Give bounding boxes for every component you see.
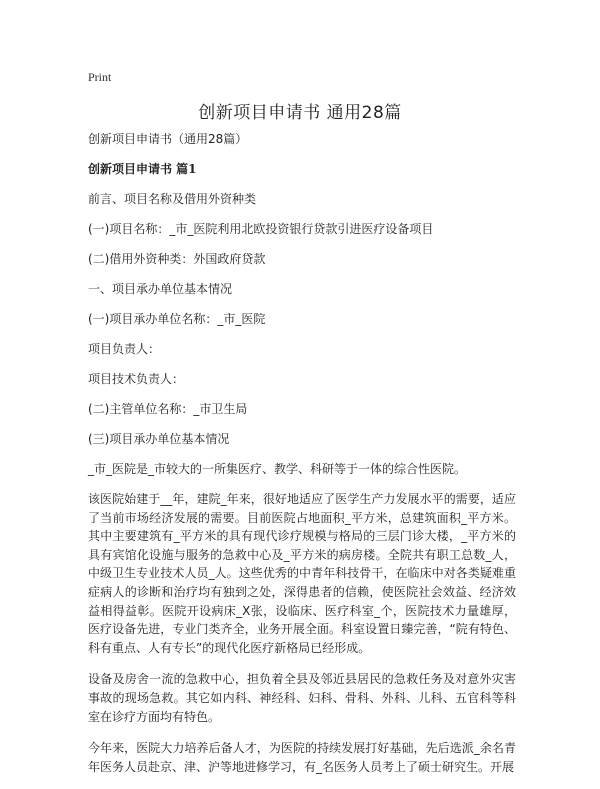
body-line: 项目技术负责人： bbox=[88, 372, 185, 386]
body-paragraph: 该医院始建于__年，建院_年来，很好地适应了医学生产力发展水平的需要，适应了当前市场经济发展的需要。目前医院占地面积_平方米，总建筑面积_平方米。其中主要建筑有_平方米的具有现代诊疗规模与格局的三层门诊大楼，_平方米的具有宾馆化设施与服务的急救中心及_平方米的病房楼。全院共有职工总数_人，中级卫生专业技术人员_人。这些优秀的中青年科技骨干，在临床中对各类疑难重症病人的诊断和治疗均有独到之处，深得患者的信赖，使医院社会效益、经济效益相得益彰。医院开设病床_X张，设临床、医疗科室_个，医院技术力量雄厚，医疗设备先进，专业门类齐全，业务开展全面。科室设置日臻完善，“院有特色、科有重点、人有专长”的现代化医疗新格局已经形成。 bbox=[88, 492, 516, 655]
document-body bbox=[88, 130, 516, 789]
section-heading: 创新项目申请书 篇1 bbox=[88, 162, 197, 176]
body-paragraph: 设备及房舍一流的急救中心，担负着全县及邻近县居民的急救任务及对意外灾害事故的现场急救。其它如内科、神经科、妇科、骨科、外科、儿科、五官科等科室在诊疗方面均有特色。 bbox=[88, 672, 516, 724]
body-line: (一)项目名称：_市_医院利用北欧投资银行贷款引进医疗设备项目 bbox=[88, 222, 434, 236]
body-line: 前言、项目名称及借用外资种类 bbox=[88, 192, 257, 206]
print-link[interactable]: Print bbox=[88, 70, 112, 84]
body-paragraph: 今年来，医院大力培养后备人才，为医院的持续发展打好基础，先后选派_余名青年医务人员赴京、津、沪等地进修学习，有_名医务人员考上了硕士研究生。开展 bbox=[88, 741, 516, 774]
body-line: (一)项目承办单位名称：_市_医院 bbox=[88, 312, 266, 326]
body-line: 一、项目承办单位基本情况 bbox=[88, 282, 233, 296]
body-line: (二)主管单位名称：_市卫生局 bbox=[88, 402, 248, 416]
document-subtitle: 创新项目申请书（通用28篇） bbox=[88, 132, 248, 146]
body-line: (三)项目承办单位基本情况 bbox=[88, 432, 230, 446]
document-title: 创新项目申请书 通用28篇 bbox=[198, 103, 402, 123]
body-line: (二)借用外资种类：外国政府贷款 bbox=[88, 252, 266, 266]
body-line: 项目负责人： bbox=[88, 342, 161, 356]
body-line: _市_医院是_市较大的一所集医疗、教学、科研等于一体的综合性医院。 bbox=[88, 462, 467, 476]
